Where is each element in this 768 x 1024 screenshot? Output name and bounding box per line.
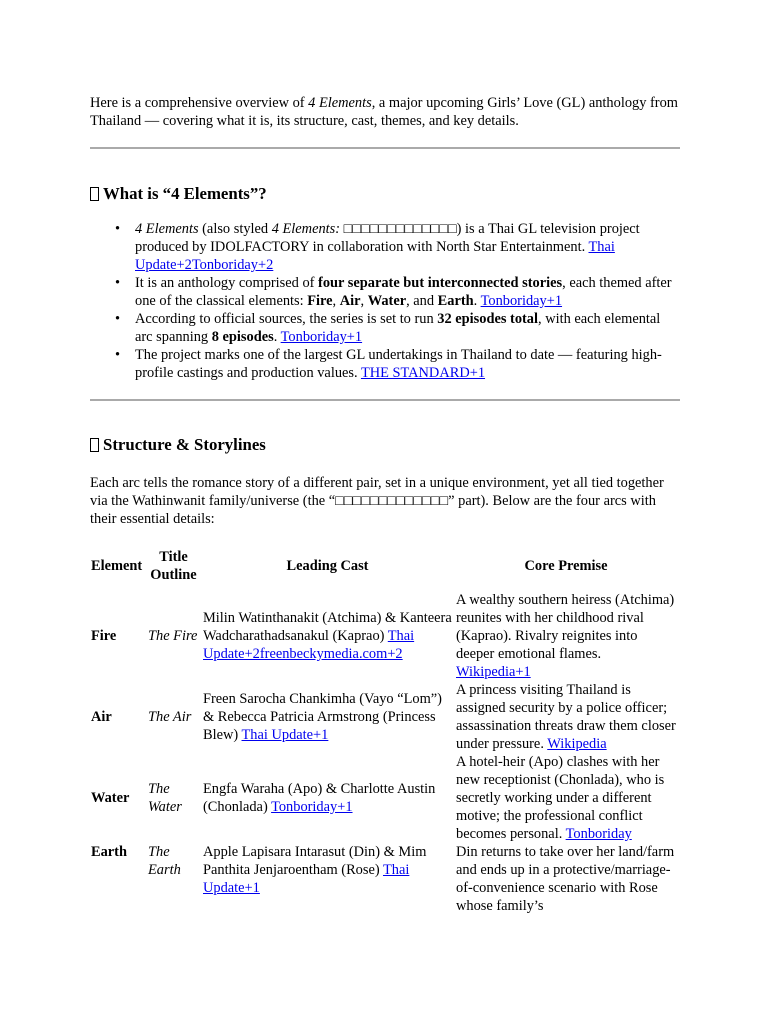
bold-text: Air	[339, 293, 361, 309]
cell-cast	[201, 843, 454, 915]
list-item	[135, 220, 680, 274]
text: ) is a Thai GL television project produced by IDOLFACTORY in collaboration with North Star Entertainment.	[135, 221, 640, 255]
header-title-outline: Title Outline	[150, 549, 197, 583]
title-text: The Air	[148, 709, 192, 725]
overview-list	[90, 220, 680, 382]
bold-text: 8 episodes	[211, 329, 274, 345]
title-text: The Earth	[148, 844, 181, 878]
text: The project marks one of the largest GL undertakings in Thailand to date — featuring high-profile castings and production values.	[135, 347, 662, 381]
text: ” part). Below are the four arcs with their essential details:	[90, 493, 656, 527]
source-link[interactable]: Thai Update+1	[241, 727, 329, 743]
source-link[interactable]: Tonboriday+1	[280, 329, 363, 345]
italic-title: 4 Elements:	[271, 221, 344, 237]
header-element: Element	[91, 558, 143, 574]
cast-text: Milin Watinthanakit (Atchima) & Kanteera Wadcharathadsanakul (Kaprao)	[203, 610, 452, 644]
structure-paragraph	[90, 474, 680, 528]
text: , each themed after one of the classical elements:	[135, 275, 672, 309]
header-leading-cast: Leading Cast	[286, 558, 369, 574]
text: .	[273, 329, 281, 345]
cell-title	[146, 591, 201, 681]
source-link[interactable]: THE STANDARD+1	[360, 365, 486, 381]
bold-text: Fire	[307, 293, 333, 309]
table-header-row	[89, 545, 678, 591]
list-item	[135, 310, 680, 346]
source-link[interactable]: Thai Update+2freenbeckymedia.com+2	[203, 628, 415, 662]
divider	[90, 147, 680, 149]
source-link[interactable]: Tonboriday+1	[271, 799, 353, 815]
list-item	[135, 346, 680, 382]
header-core-premise: Core Premise	[524, 558, 608, 574]
arcs-table	[89, 545, 678, 915]
cell-title	[146, 681, 201, 753]
table-row	[89, 753, 678, 843]
text: According to official sources, the series is set to run	[135, 311, 438, 327]
source-link[interactable]: Wikipedia+1	[456, 664, 531, 680]
cell-title	[146, 753, 201, 843]
source-link[interactable]: Thai Update+2Tonboriday+2	[135, 239, 615, 273]
cell-premise	[454, 681, 678, 753]
text: ,	[360, 293, 368, 309]
divider	[90, 399, 680, 401]
text: , and	[406, 293, 438, 309]
cell-cast	[201, 591, 454, 681]
premise-text: A princess visiting Thailand is assigned security by a police officer; assassination threats draw them closer under pressure.	[456, 682, 676, 752]
cell-element: Water	[91, 790, 130, 806]
table-row	[89, 843, 678, 915]
cast-text: Engfa Waraha (Apo) & Charlotte Austin (Chonlada)	[203, 781, 436, 815]
cell-cast	[201, 681, 454, 753]
source-link[interactable]: Thai Update+1	[203, 862, 410, 896]
intro-text-2: , a major upcoming Girls’ Love (GL) anthology from Thailand — covering what it is, its structure, cast, themes, and key details.	[90, 95, 678, 129]
heading-text: What is “4 Elements”?	[103, 184, 267, 203]
thai-title-glyphs: □□□□□□□□□□□□□	[343, 221, 457, 237]
thai-glyphs: □□□□□□□□□□□□□	[335, 493, 449, 509]
cell-premise	[454, 843, 678, 915]
source-link[interactable]: Wikipedia	[547, 736, 607, 752]
title-text: The Water	[148, 781, 182, 815]
cell-cast	[201, 753, 454, 843]
document-body	[90, 94, 680, 915]
heading-text: Structure & Storylines	[103, 435, 266, 454]
bold-text: Earth	[437, 293, 474, 309]
premise-text: A wealthy southern heiress (Atchima) reunites with her childhood rival (Kaprao). Rivalry reignites into deeper emotional flames.	[456, 592, 675, 662]
list-item	[135, 274, 680, 310]
cell-title	[146, 843, 201, 915]
bold-text: four separate but interconnected stories	[318, 275, 563, 291]
text: (also styled	[198, 221, 272, 237]
cell-element: Earth	[91, 844, 127, 860]
cell-element: Fire	[91, 628, 117, 644]
text: ,	[332, 293, 340, 309]
text: .	[473, 293, 481, 309]
bold-text: 32 episodes total	[437, 311, 539, 327]
cell-premise	[454, 591, 678, 681]
source-link[interactable]: Tonboriday	[565, 826, 632, 842]
cell-premise	[454, 753, 678, 843]
text: Each arc tells the romance story of a different pair, set in a unique environment, yet all tied together via the Wathinwanit family/universe (the “	[90, 475, 664, 509]
text: It is an anthology comprised of	[135, 275, 319, 291]
title-text: The Fire	[148, 628, 198, 644]
italic-title: 4 Elements	[135, 221, 199, 237]
cast-text: Apple Lapisara Intarasut (Din) & Mim Panthita Jenjaroentham (Rose)	[203, 844, 427, 878]
section-heading-what-is	[90, 184, 680, 204]
premise-text: Din returns to take over her land/farm and ends up in a protective/marriage-of-convenience scenario with Rose whose family’s	[456, 844, 675, 914]
table-row	[89, 591, 678, 681]
intro-text: Here is a comprehensive overview of	[90, 95, 309, 111]
table-row	[89, 681, 678, 753]
emoji-placeholder-icon	[90, 187, 99, 201]
intro-title: 4 Elements	[308, 95, 372, 111]
text: , with each elemental arc spanning	[135, 311, 661, 345]
section-heading-structure	[90, 435, 680, 455]
source-link[interactable]: Tonboriday+1	[480, 293, 563, 309]
premise-text: A hotel-heir (Apo) clashes with her new receptionist (Chonlada), who is secretly working under a different motive; the professional conflict becomes personal.	[456, 754, 665, 842]
emoji-placeholder-icon	[90, 438, 99, 452]
cast-text: Freen Sarocha Chankimha (Vayo “Lom”) & Rebecca Patricia Armstrong (Princess Blew)	[203, 691, 442, 743]
cell-element: Air	[91, 709, 112, 725]
bold-text: Water	[367, 293, 407, 309]
intro-paragraph	[90, 94, 680, 130]
